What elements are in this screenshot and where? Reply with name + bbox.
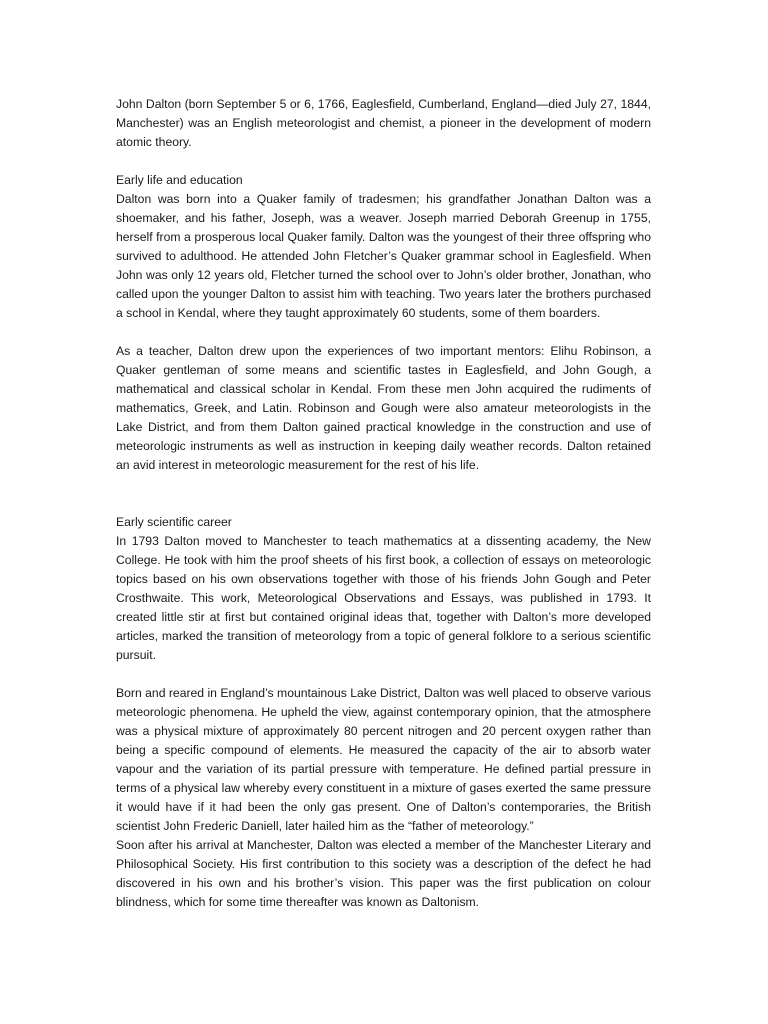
early-career-paragraph-1: In 1793 Dalton moved to Manchester to teach mathematics at a dissenting academy, the New College. He took with him the proof sheets of his first book, a collection of essays on meteorologic topics based on his own observations together with those of his friends John Gough and Peter Crosthwaite. This work, Meteorological Observations and Essays, was published in 1793. It created little stir at first but contained original ideas that, together with Dalton’s more developed articles, marked the transition of meteorology from a topic of general folklore to a serious scientific pursuit. (116, 534, 651, 662)
early-life-paragraph-2: As a teacher, Dalton drew upon the experiences of two important mentors: Elihu Robinson, a Quaker gentleman of some means and scientific tastes in Eaglesfield, and John Gough, a mathematical and classical scholar in Kendal. From these men John acquired the rudiments of mathematics, Greek, and Latin. Robinson and Gough were also amateur meteorologists in the Lake District, and from them Dalton gained practical knowledge in the construction and use of meteorologic instruments as well as instruction in keeping daily weather records. Dalton retained an avid interest in meteorologic measurement for the rest of his life. (116, 344, 651, 472)
intro-paragraph: John Dalton (born September 5 or 6, 1766, Eaglesfield, Cumberland, England—died July 27, 1844, Manchester) was an English meteorologist and chemist, a pioneer in the development of modern atomic theory. (116, 97, 651, 149)
paragraph-spacer (116, 665, 651, 684)
paragraph-spacer (116, 323, 651, 342)
section-heading-early-career: Early scientific career (116, 515, 232, 529)
early-career-paragraph-2: Born and reared in England’s mountainous Lake District, Dalton was well placed to observe various meteorologic phenomena. He upheld the view, against contemporary opinion, that the atmosphere was a physical mixture of approximately 80 percent nitrogen and 20 percent oxygen rather than being a specific compound of elements. He measured the capacity of the air to absorb water vapour and the variation of its partial pressure with temperature. He defined partial pressure in terms of a physical law whereby every constituent in a mixture of gases exerted the same pressure it would have if it had been the only gas present. One of Dalton’s contemporaries, the British scientist John Frederic Daniell, later hailed him as the “father of meteorology.” (116, 686, 651, 833)
document-page (116, 95, 651, 912)
section-heading-early-life: Early life and education (116, 173, 243, 187)
early-career-paragraph-3: Soon after his arrival at Manchester, Dalton was elected a member of the Manchester Literary and Philosophical Society. His first contribution to this society was a description of the defect he had discovered in his own and his brother’s vision. This paper was the first publication on colour blindness, which for some time thereafter was known as Daltonism. (116, 838, 651, 909)
early-life-paragraph-1: Dalton was born into a Quaker family of tradesmen; his grandfather Jonathan Dalton was a shoemaker, and his father, Joseph, was a weaver. Joseph married Deborah Greenup in 1755, herself from a prosperous local Quaker family. Dalton was the youngest of their three offspring who survived to adulthood. He attended John Fletcher’s Quaker grammar school in Eaglesfield. When John was only 12 years old, Fletcher turned the school over to John’s older brother, Jonathan, who called upon the younger Dalton to assist him with teaching. Two years later the brothers purchased a school in Kendal, where they taught approximately 60 students, some of them boarders. (116, 192, 651, 320)
section-spacer (116, 475, 651, 513)
paragraph-spacer (116, 152, 651, 171)
